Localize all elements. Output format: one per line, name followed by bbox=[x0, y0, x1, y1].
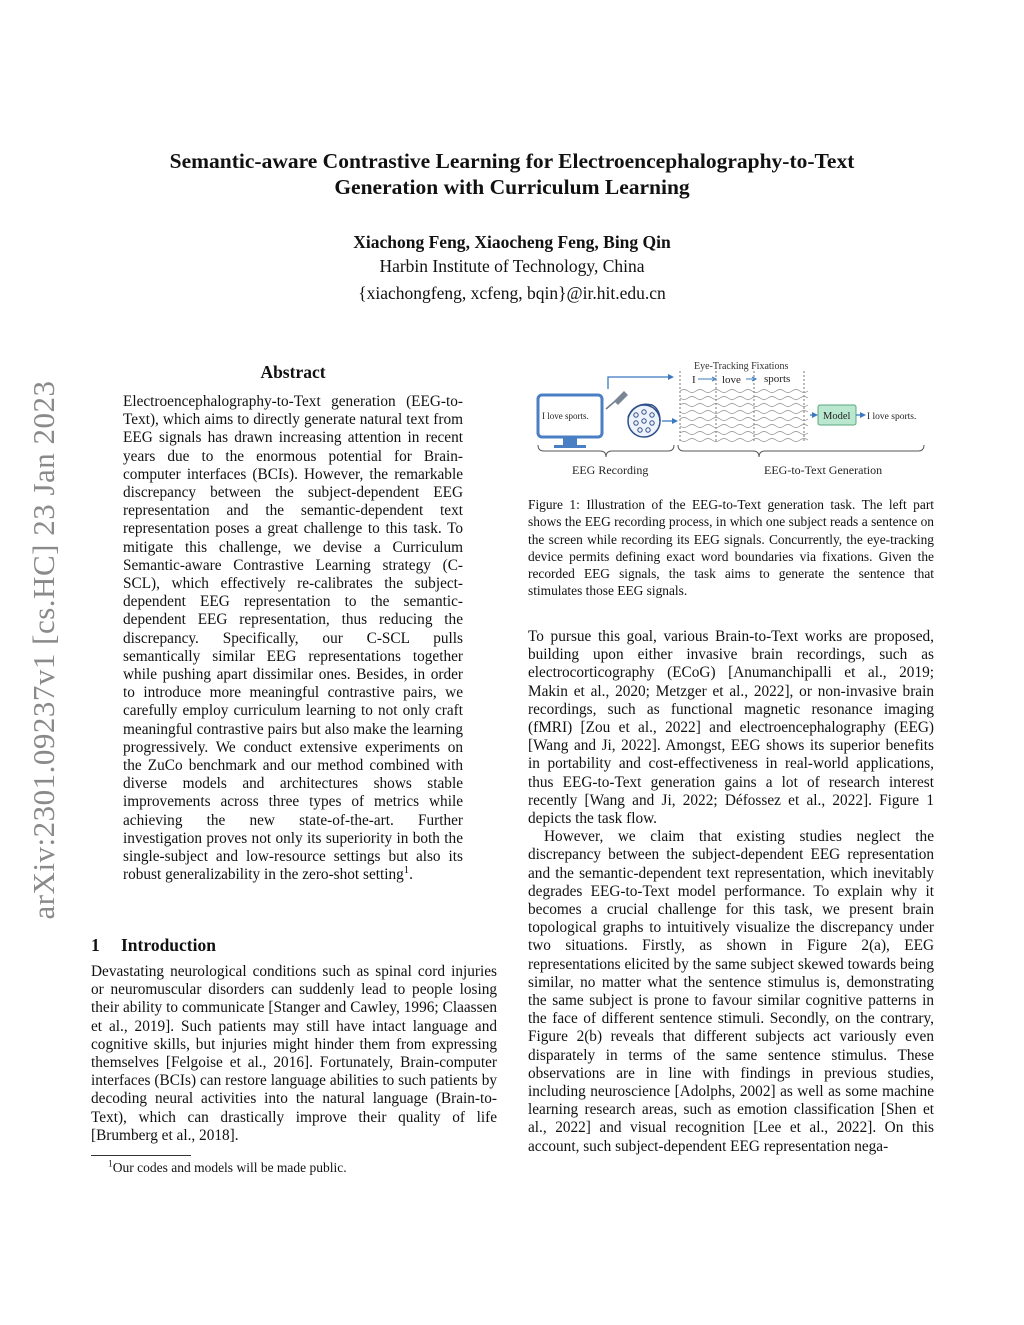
monitor-stand bbox=[563, 437, 577, 445]
footnote-reference[interactable]: 1 bbox=[403, 864, 410, 877]
section-heading-introduction bbox=[91, 935, 216, 956]
eye-tracker-icon bbox=[614, 391, 628, 405]
arxiv-identifier: arXiv:2301.09237v1 [cs.HC] 23 Jan 2023 bbox=[26, 380, 61, 920]
abstract-text bbox=[123, 393, 463, 884]
title-line-2: Generation with Curriculum Learning bbox=[334, 175, 690, 199]
author-1: Xiachong Feng bbox=[353, 232, 466, 252]
footnote bbox=[108, 1160, 347, 1176]
eye-tracking-label: Eye-Tracking Fixations bbox=[694, 361, 789, 372]
author-separator: , bbox=[465, 232, 470, 252]
author-email[interactable]: {xiachongfeng, xcfeng, bqin}@ir.hit.edu.cn bbox=[358, 283, 666, 303]
introduction-paragraph-3: However, we claim that existing studies neglect the discrepancy between the subject-dependent EEG representation and the semantic-dependent text representation, which inevitably degrades EEG-to-Text model performance. To explain why it becomes a crucial challenge for this task, we present brain topological graphs to intuitively visualize the discrepancy under two situations. Firstly, as shown in Figure 2(a), EEG representations elicited by the same subject skewed towards being similar, no matter what the sentence stimulus is, demonstrating the same subject is prone to favour similar cognitive patterns in the face of different sentence stimuli. Secondly, on the contrary, Figure 2(b) reveals that different subjects act variously even disparately in terms of the same sentence stimulus. These observations are in line with findings in previous studies, including neuroscience [Adolphs, 2002] as well as some machine learning research areas, such as emotion classification [Shen et al., 2022] and visual recognition [Lee et al., 2022]. On this account, such subject-dependent EEG representation nega- bbox=[528, 828, 934, 1155]
generation-bracket bbox=[678, 445, 924, 457]
eeg-signal-waves bbox=[680, 390, 808, 442]
eeg-recording-label: EEG Recording bbox=[572, 463, 649, 477]
model-output-arrow bbox=[860, 412, 866, 418]
abstract-body: Electroencephalography-to-Text generation (EEG-to-Text), which aims to directly generate natural text from EEG signals has drawn increasing attention in recent years due to the enormous potential for Brain-computer interfaces (BCIs). However, the remarkable discrepancy between the subject-dependent EEG representation and the semantic-dependent text representation poses a great challenge to this task. To mitigate this challenge, we devise a Curriculum Semantic-aware Contrastive Learning strategy (C-SCL), which effectively re-calibrates the subject-dependent EEG representation to the semantic-dependent EEG representation, thus reducing the discrepancy. Specifically, our C-SCL pulls semantically similar EEG representations together while pushing apart dissimilar ones. Besides, in order to introduce more meaningful contrastive pairs, we carefully employ curriculum learning to not only craft meaningful contrastive pairs but also make the learning progressively. We conduct extensive experiments on the ZuCo benchmark and our method combined with diverse models and architectures shows stable improvements across three types of metrics while achieving the new state-of-the-art. Further investigation proves not only its superiority in both the single-subject and low-resource settings but also its robust generalizability in the zero-shot setting bbox=[123, 393, 463, 884]
generation-label: EEG-to-Text Generation bbox=[764, 463, 883, 477]
word-fixation-1: I bbox=[692, 374, 696, 386]
author-separator: , bbox=[594, 232, 599, 252]
screen-sentence: I love sports. bbox=[542, 411, 589, 421]
abstract-end: . bbox=[409, 866, 413, 884]
model-label: Model bbox=[823, 411, 851, 422]
model-input-arrow bbox=[812, 412, 818, 418]
generated-sentence: I love sports. bbox=[867, 412, 917, 422]
section-number: 1 bbox=[91, 935, 100, 955]
figure-1-diagram bbox=[528, 357, 936, 482]
word-fixation-3: sports bbox=[764, 373, 791, 385]
introduction-paragraph-2: To pursue this goal, various Brain-to-Text works are proposed, building upon either invasive brain recordings, such as electrocorticography (ECoG) [Anumanchipalli et al., 2019; Makin et al., 2020; Metzger et al., 2022], or non-invasive brain recordings, such as functional magnetic resonance imaging (fMRI) [Zou et al., 2022] and electroencephalography (EEG) [Wang and Ji, 2022]. Amongst, EEG shows its superior benefits in portability and cost-effectiveness in real-world applications, thus EEG-to-Text generation gains a lot of research interest recently [Wang and Ji, 2022; Défossez et al., 2022]. Figure 1 depicts the task flow. bbox=[528, 628, 934, 828]
author-3: Bing Qin bbox=[603, 232, 671, 252]
footnote-text: Our codes and models will be made public. bbox=[112, 1160, 347, 1175]
author-2: Xiaocheng Feng bbox=[474, 232, 595, 252]
abstract-heading: Abstract bbox=[260, 362, 326, 382]
figure-1-caption: Figure 1: Illustration of the EEG-to-Text generation task. The left part shows the EEG recording process, in which one subject reads a sentence on the screen while recording its EEG signals. Concurrently, the eye-tracking device permits defining exact word boundaries via fixations. Given the recorded EEG signals, the task aims to generate the sentence that stimulates those EEG signals. bbox=[528, 497, 934, 599]
section-title: Introduction bbox=[121, 935, 216, 955]
footnote-mark: 1 bbox=[108, 1159, 113, 1170]
affiliation: Harbin Institute of Technology, China bbox=[379, 256, 645, 276]
introduction-paragraph-1: Devastating neurological conditions such as spinal cord injuries or neuromuscular disorders can suddenly lead to people losing their ability to communicate [Stanger and Cawley, 1996; Claassen et al., 2019]. Such patients may still have intact language and cognitive skills, but injuries might hinder them from expressing themselves [Felgoise et al., 2016]. Fortunately, Brain-computer interfaces (BCIs) can restore language abilities to such patients by decoding neural activities into the natural language (Brain-to-Text), which can drastically improve their quality of life [Brumberg et al., 2018]. bbox=[91, 963, 497, 1144]
title-line-1: Semantic-aware Contrastive Learning for Electroencephalography-to-Text bbox=[169, 149, 855, 173]
paper-title bbox=[100, 148, 924, 200]
author-list bbox=[100, 232, 924, 253]
word-fixation-2: love bbox=[722, 374, 741, 386]
footnote-divider bbox=[91, 1155, 191, 1156]
fixation-arrow bbox=[608, 377, 668, 389]
monitor-base bbox=[554, 445, 586, 448]
introduction-right-column bbox=[528, 628, 934, 1156]
